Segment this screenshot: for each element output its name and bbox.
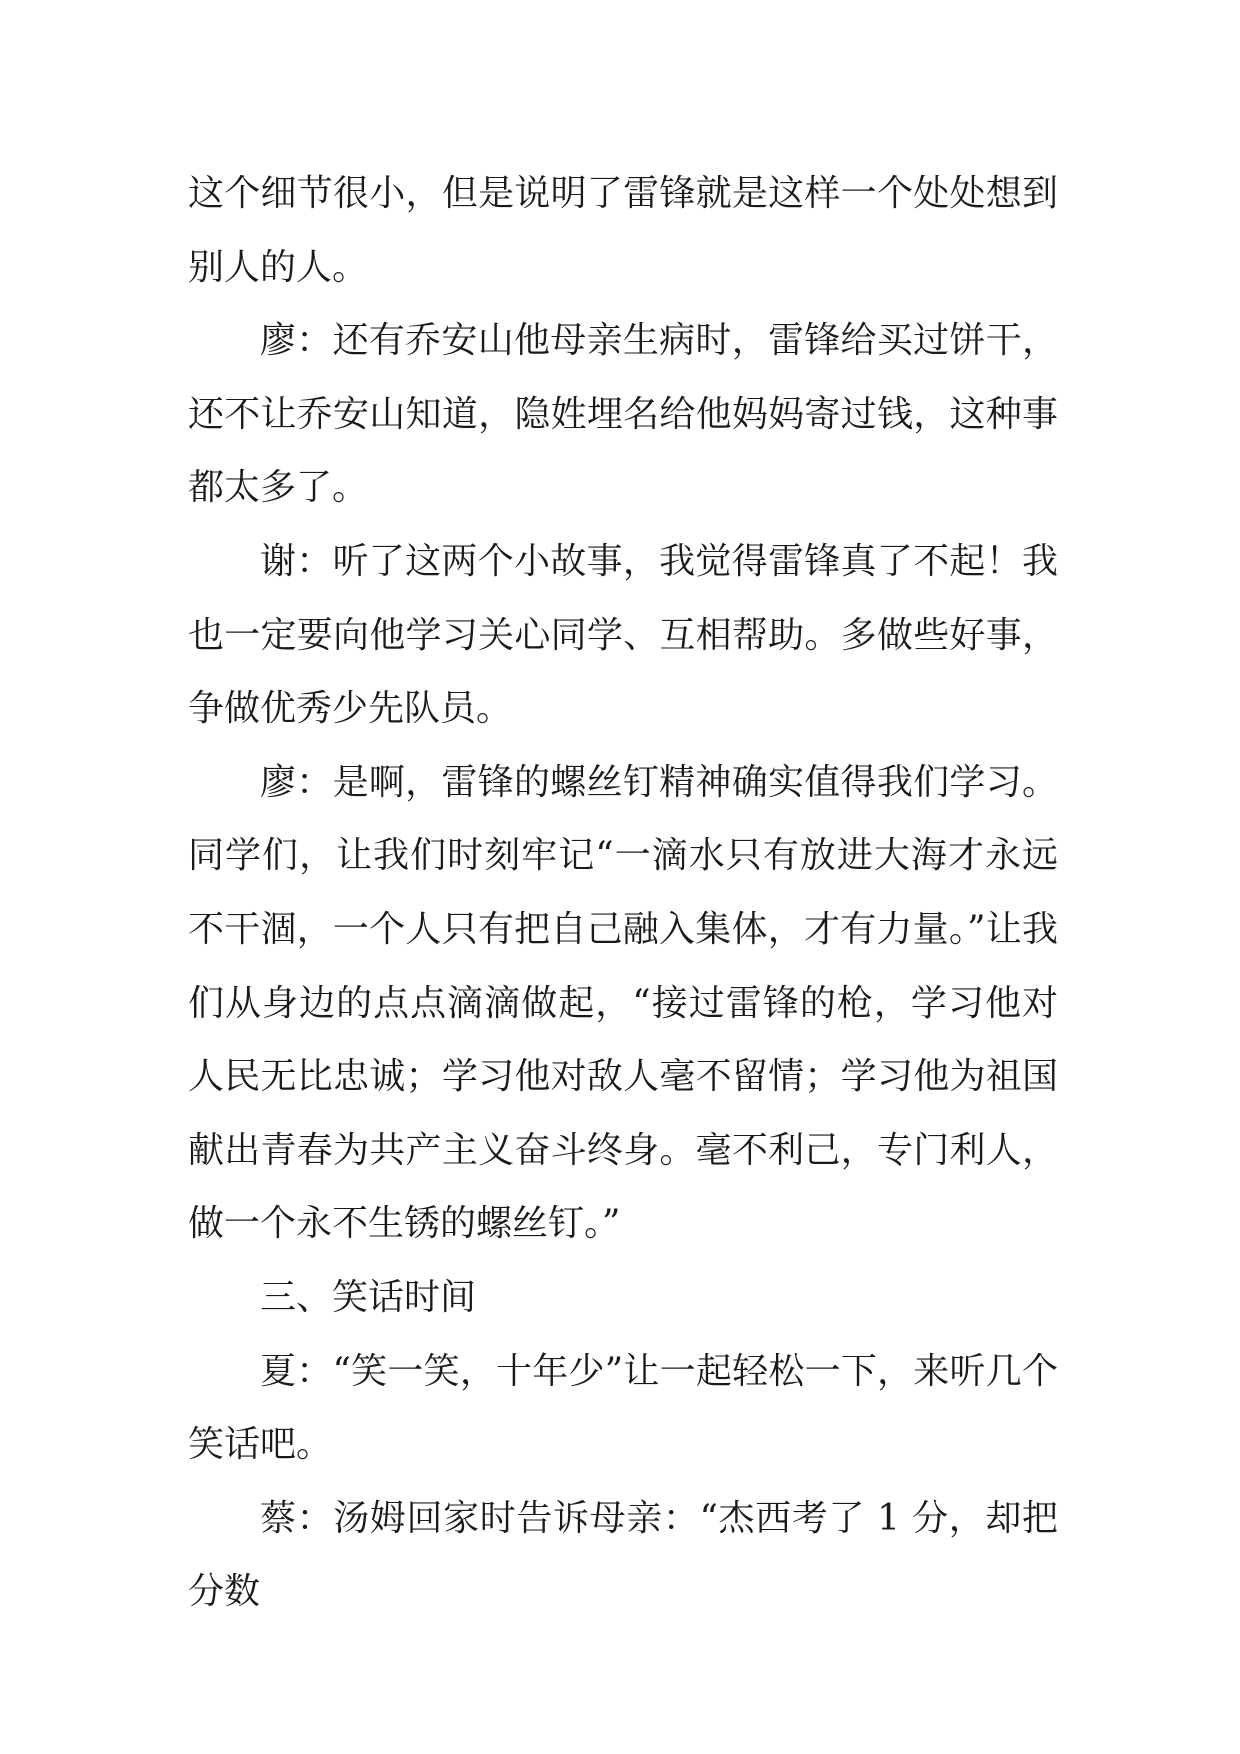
document-body (188, 157, 1058, 1629)
paragraph: 廖：是啊，雷锋的螺丝钉精神确实值得我们学习。同学们，让我们时刻牢记“一滴水只有放进大海才永远不干涸，一个人只有把自己融入集体，才有力量。”让我们从身边的点点滴滴做起，“接过雷锋的枪，学习他对人民无比忠诚；学习他对敌人毫不留情；学习他为祖国献出青春为共产主义奋斗终身。毫不利己，专门利人，做一个永不生锈的螺丝钉。” (188, 761, 1058, 1245)
paragraph: 夏：“笑一笑，十年少”让一起轻松一下，来听几个笑话吧。 (188, 1350, 1058, 1466)
section-heading: 三、笑话时间 (260, 1276, 477, 1318)
paragraph: 蔡：汤姆回家时告诉母亲：“杰西考了 1 分，却把分数 (188, 1497, 1058, 1613)
paragraph: 廖：还有乔安山他母亲生病时，雷锋给买过饼干，还不让乔安山知道，隐姓埋名给他妈妈寄过钱，这种事都太多了。 (188, 320, 1058, 509)
paragraph: 谢：听了这两个小故事，我觉得雷锋真了不起！我也一定要向他学习关心同学、互相帮助。多做些好事，争做优秀少先队员。 (188, 540, 1058, 730)
paragraph: 这个细节很小，但是说明了雷锋就是这样一个处处想到别人的人。 (188, 173, 1058, 288)
